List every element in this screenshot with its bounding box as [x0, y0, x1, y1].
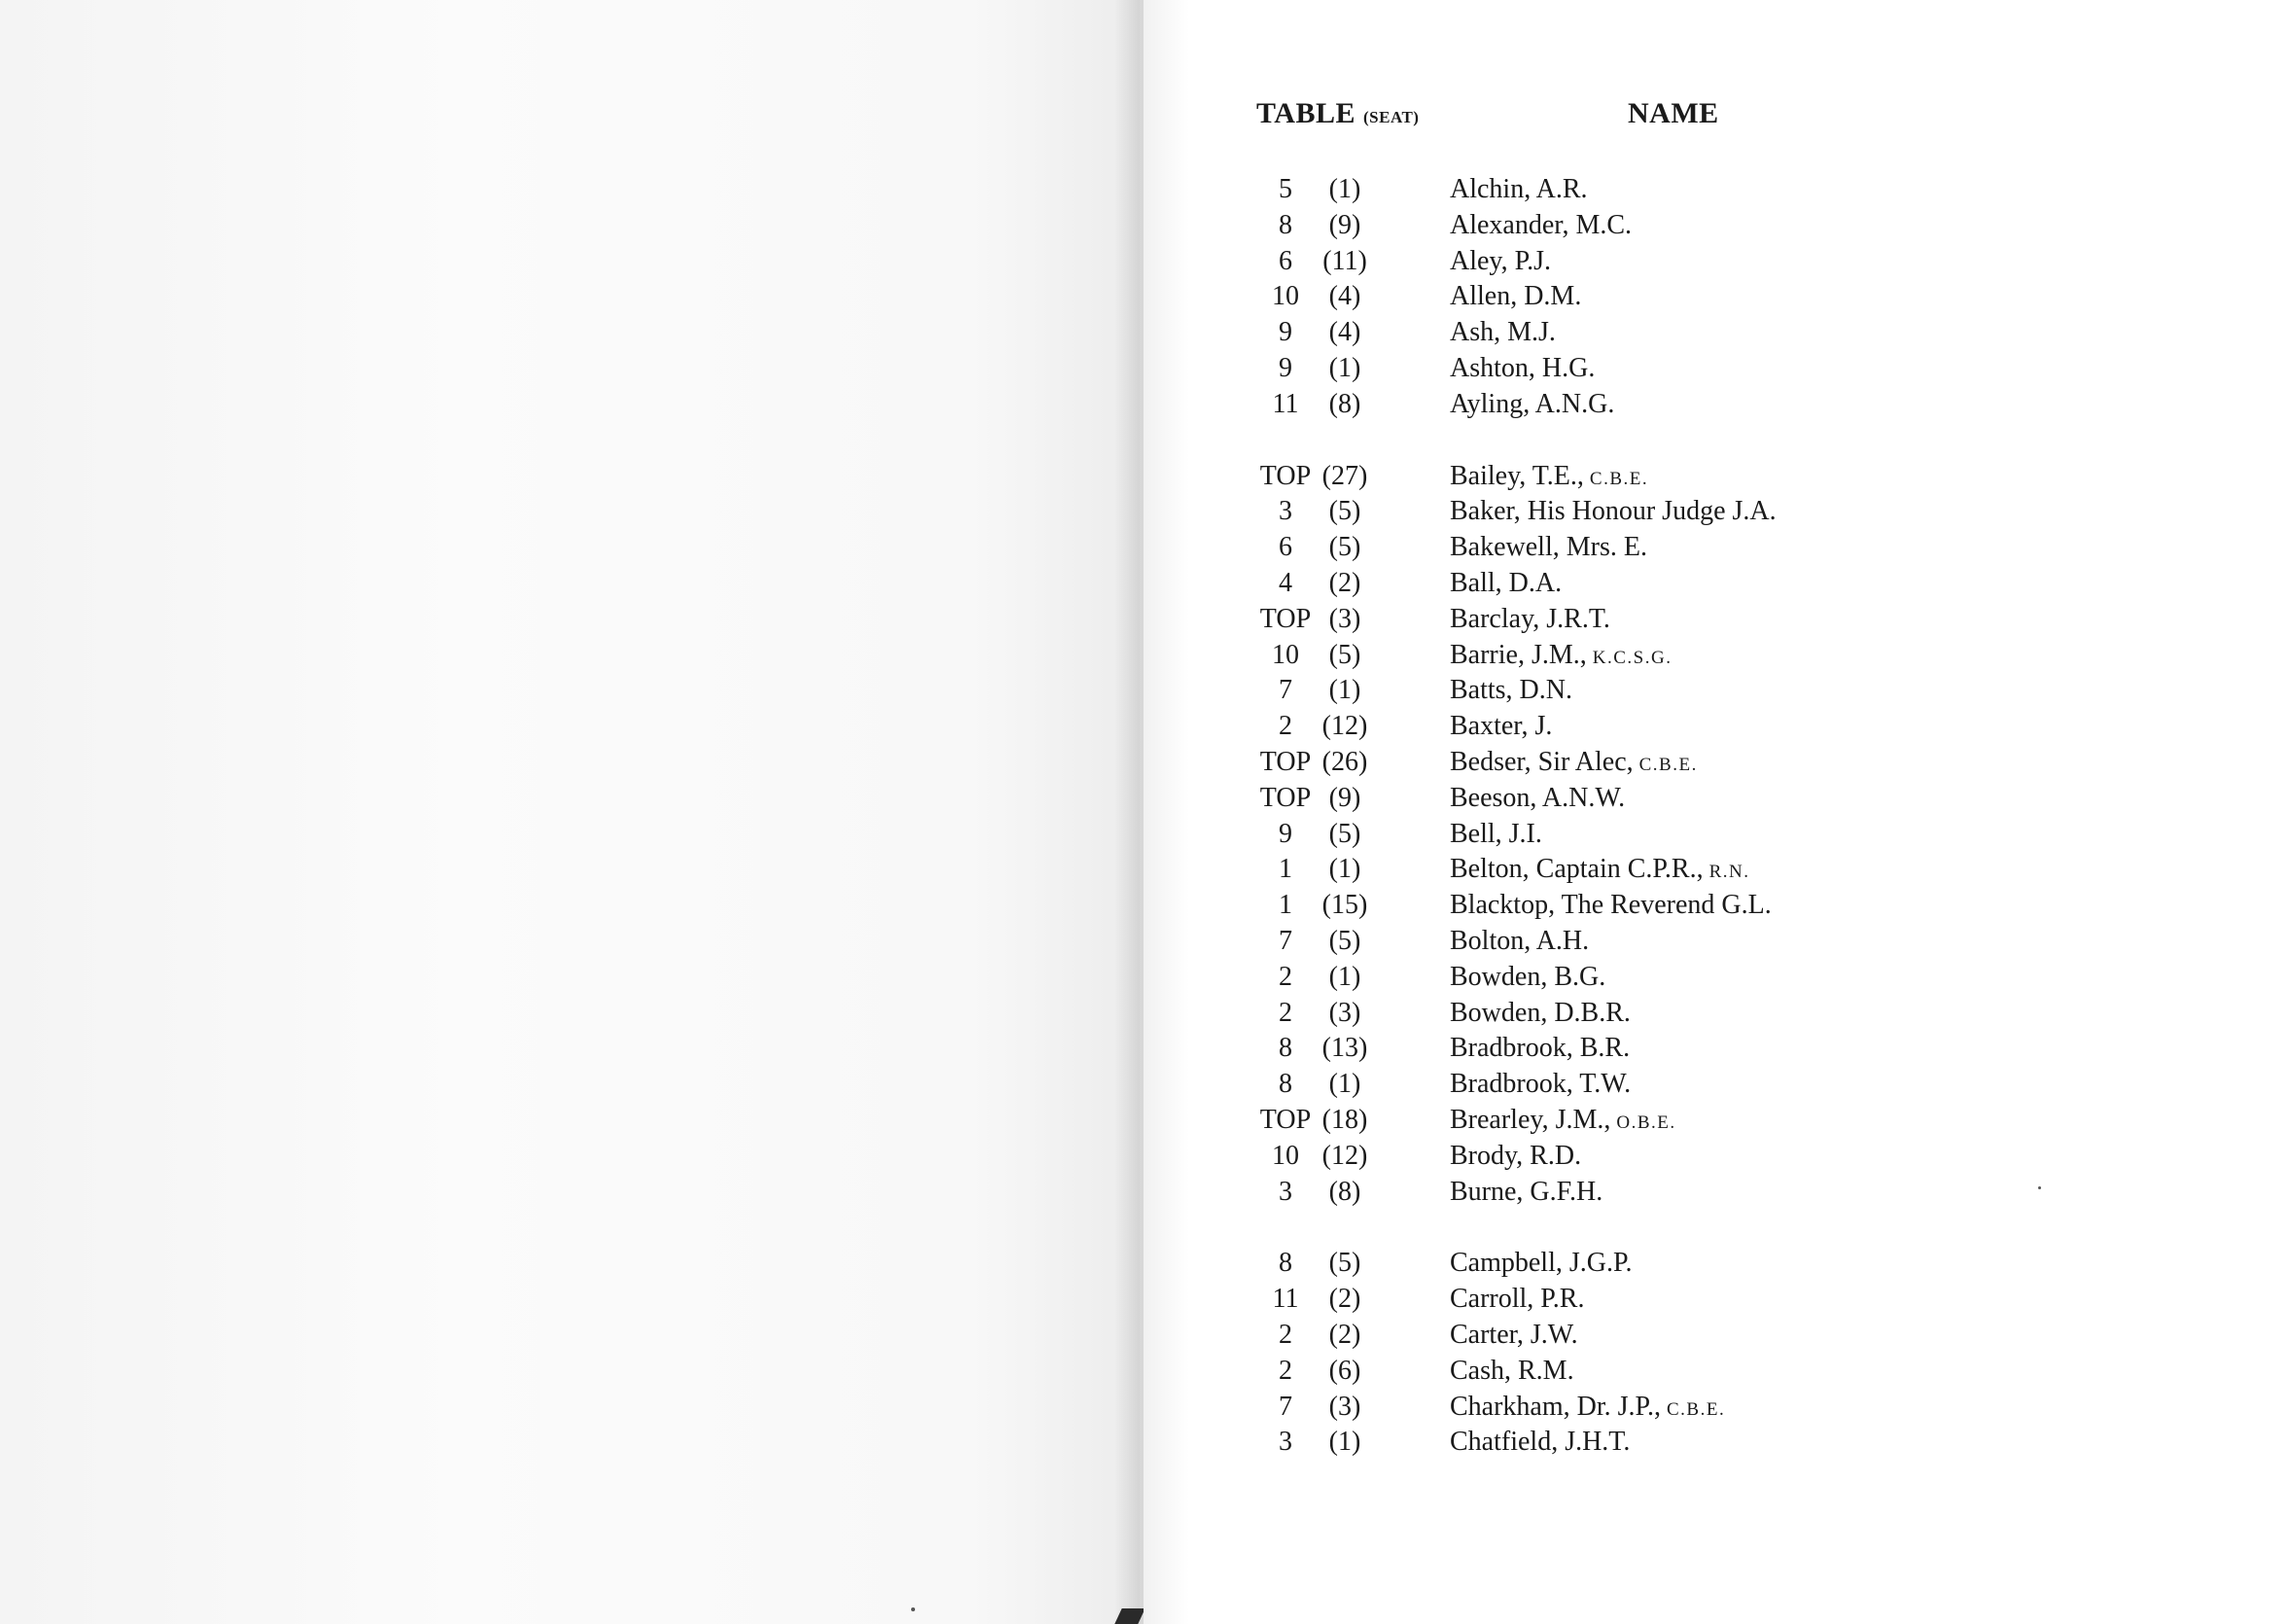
table-number: 10	[1272, 1140, 1299, 1171]
list-row	[1256, 279, 1937, 315]
seat-number: (5)	[1328, 818, 1361, 849]
list-row	[1256, 638, 1937, 674]
seat-number: (15)	[1321, 890, 1368, 921]
list-row	[1256, 1425, 1937, 1461]
guest-name: Bailey, T.E.,	[1450, 460, 1584, 491]
guest-name: Belton, Captain C.P.R.,	[1450, 854, 1704, 885]
guest-name-cell	[1450, 709, 1552, 745]
guest-name: Bakewell, Mrs. E.	[1450, 532, 1647, 563]
guest-name: Charkham, Dr. J.P.,	[1450, 1391, 1661, 1422]
guest-name-cell	[1450, 1139, 1581, 1175]
guest-name: Ball, D.A.	[1450, 567, 1563, 598]
guest-name-cell	[1450, 244, 1551, 280]
guest-name-cell	[1450, 1390, 1725, 1429]
guest-name: Beeson, A.N.W.	[1450, 782, 1626, 813]
list-row	[1256, 244, 1937, 280]
table-number: 1	[1279, 854, 1292, 885]
table-number: 6	[1279, 532, 1292, 563]
seat-number: (3)	[1328, 603, 1361, 634]
guest-name-cell	[1450, 1318, 1578, 1354]
guest-name-cell	[1450, 530, 1647, 566]
seating-list	[1256, 172, 1937, 1497]
seat-number: (9)	[1328, 209, 1361, 240]
seat-number: (6)	[1328, 1355, 1361, 1386]
guest-name: Barclay, J.R.T.	[1450, 603, 1610, 634]
seat-number: (5)	[1328, 639, 1361, 670]
list-row	[1256, 459, 1937, 495]
seat-number: (2)	[1328, 1284, 1361, 1315]
table-number: TOP	[1259, 603, 1312, 634]
list-row	[1256, 781, 1937, 817]
guest-name: Brearley, J.M.,	[1450, 1104, 1611, 1135]
table-number: 9	[1279, 818, 1292, 849]
list-row	[1256, 1390, 1937, 1426]
table-number: 2	[1279, 1319, 1292, 1350]
guest-name: Bradbrook, B.R.	[1450, 1033, 1631, 1064]
list-row	[1256, 996, 1937, 1032]
table-number: 2	[1279, 711, 1292, 742]
guest-name-cell	[1450, 1103, 1676, 1142]
guest-name: Barrie, J.M.,	[1450, 639, 1587, 670]
seat-number: (12)	[1321, 1140, 1368, 1171]
guest-name: Carroll, P.R.	[1450, 1284, 1585, 1315]
guest-name-cell	[1450, 781, 1625, 817]
seat-number: (1)	[1328, 1069, 1361, 1100]
honours: R.N.	[1708, 862, 1750, 883]
table-number: 9	[1279, 352, 1292, 383]
list-row	[1256, 1103, 1937, 1139]
seat-number: (1)	[1328, 961, 1361, 992]
section-a	[1256, 172, 1937, 423]
guest-name-cell	[1450, 996, 1631, 1032]
list-header	[1256, 97, 1762, 136]
seat-number: (1)	[1328, 174, 1361, 204]
list-row	[1256, 745, 1937, 781]
seat-number: (1)	[1328, 1427, 1361, 1458]
dust-speck	[911, 1607, 915, 1611]
list-row	[1256, 852, 1937, 888]
guest-name: Baxter, J.	[1450, 711, 1553, 742]
section-b	[1256, 459, 1937, 1211]
seat-number: (1)	[1328, 352, 1361, 383]
table-number: 10	[1272, 281, 1299, 312]
table-number: 7	[1279, 675, 1292, 706]
guest-name: Blacktop, The Reverend G.L.	[1450, 890, 1772, 921]
seat-number: (26)	[1321, 746, 1368, 777]
table-number: 9	[1279, 317, 1292, 348]
list-row	[1256, 1031, 1937, 1067]
table-number: TOP	[1259, 746, 1312, 777]
guest-name-cell	[1450, 494, 1777, 530]
guest-name: Bedser, Sir Alec,	[1450, 746, 1634, 777]
guest-name-cell	[1450, 1425, 1630, 1461]
table-number: TOP	[1259, 1104, 1312, 1135]
list-row	[1256, 602, 1937, 638]
guest-name: Cash, R.M.	[1450, 1355, 1574, 1386]
list-row	[1256, 1067, 1937, 1103]
list-row	[1256, 566, 1937, 602]
list-row	[1256, 530, 1937, 566]
table-number: 5	[1279, 174, 1292, 204]
seat-number: (2)	[1328, 567, 1361, 598]
table-number: 2	[1279, 961, 1292, 992]
guest-name-cell	[1450, 279, 1581, 315]
guest-name-cell	[1450, 566, 1562, 602]
guest-name: Burne, G.F.H.	[1450, 1176, 1603, 1207]
guest-name-cell	[1450, 1067, 1631, 1103]
guest-name: Aley, P.J.	[1450, 245, 1551, 276]
list-row	[1256, 1139, 1937, 1175]
guest-name: Bell, J.I.	[1450, 818, 1542, 849]
honours: C.B.E.	[1667, 1398, 1726, 1420]
guest-name: Batts, D.N.	[1450, 675, 1572, 706]
table-number: 6	[1279, 245, 1292, 276]
guest-name-cell	[1450, 1175, 1602, 1211]
table-number: 7	[1279, 1391, 1292, 1422]
seat-number: (3)	[1328, 997, 1361, 1028]
table-number: 4	[1279, 567, 1292, 598]
seat-number: (8)	[1328, 388, 1361, 419]
guest-name: Alchin, A.R.	[1450, 174, 1588, 204]
table-number: TOP	[1259, 460, 1312, 491]
blank-left-page	[0, 0, 1140, 1624]
guest-name-cell	[1450, 602, 1610, 638]
seat-number: (5)	[1328, 532, 1361, 563]
table-number: 3	[1279, 1176, 1292, 1207]
table-number: 11	[1272, 1284, 1299, 1315]
honours: C.B.E.	[1589, 468, 1649, 489]
table-number: 3	[1279, 1427, 1292, 1458]
seat-number: (9)	[1328, 782, 1361, 813]
name-heading: NAME	[1628, 97, 1719, 129]
guest-name-cell	[1450, 172, 1588, 208]
dust-speck	[2038, 1186, 2041, 1189]
guest-name: Ayling, A.N.G.	[1450, 388, 1615, 419]
table-number: 8	[1279, 1069, 1292, 1100]
list-row	[1256, 351, 1937, 387]
list-row	[1256, 1282, 1937, 1318]
guest-name: Campbell, J.G.P.	[1450, 1248, 1633, 1279]
seat-number: (11)	[1322, 245, 1367, 276]
seat-number: (4)	[1328, 317, 1361, 348]
list-row	[1256, 924, 1937, 960]
guest-name: Alexander, M.C.	[1450, 209, 1633, 240]
list-row	[1256, 1175, 1937, 1211]
guest-name: Allen, D.M.	[1450, 281, 1582, 312]
guest-name: Brody, R.D.	[1450, 1140, 1582, 1171]
guest-name-cell	[1450, 1282, 1584, 1318]
honours: O.B.E.	[1616, 1112, 1676, 1133]
list-row	[1256, 709, 1937, 745]
guest-name: Chatfield, J.H.T.	[1450, 1427, 1631, 1458]
seat-number: (13)	[1321, 1033, 1368, 1064]
seat-number: (5)	[1328, 925, 1361, 956]
guest-name-cell	[1450, 924, 1589, 960]
seat-number: (4)	[1328, 281, 1361, 312]
seat-number: (18)	[1321, 1104, 1368, 1135]
list-row	[1256, 208, 1937, 244]
honours: C.B.E.	[1638, 754, 1698, 775]
list-row	[1256, 1246, 1937, 1282]
guest-name: Bowden, D.B.R.	[1450, 997, 1631, 1028]
guest-name-cell	[1450, 817, 1542, 853]
guest-name-cell	[1450, 960, 1605, 996]
guest-name-cell	[1450, 638, 1672, 677]
list-row	[1256, 315, 1937, 351]
table-number: 7	[1279, 925, 1292, 956]
list-row	[1256, 673, 1937, 709]
seat-number: (12)	[1321, 711, 1368, 742]
seat-number: (5)	[1328, 1248, 1361, 1279]
table-number: 8	[1279, 1248, 1292, 1279]
seat-number: (2)	[1328, 1319, 1361, 1350]
guest-name-cell	[1450, 387, 1614, 423]
guest-name: Ash, M.J.	[1450, 317, 1556, 348]
guest-name: Bolton, A.H.	[1450, 925, 1590, 956]
guest-name: Bowden, B.G.	[1450, 961, 1606, 992]
table-number: 1	[1279, 890, 1292, 921]
guest-name: Bradbrook, T.W.	[1450, 1069, 1632, 1100]
list-row	[1256, 387, 1937, 423]
guest-name: Ashton, H.G.	[1450, 352, 1596, 383]
guest-name: Baker, His Honour Judge J.A.	[1450, 496, 1777, 527]
table-seat-heading	[1256, 97, 1419, 130]
table-number: 2	[1279, 997, 1292, 1028]
list-row	[1256, 494, 1937, 530]
table-number: 8	[1279, 209, 1292, 240]
guest-name-cell	[1450, 208, 1632, 244]
seat-number: (8)	[1328, 1176, 1361, 1207]
seat-heading: (SEAT)	[1362, 108, 1420, 126]
list-row	[1256, 888, 1937, 924]
seat-number: (3)	[1328, 1391, 1361, 1422]
guest-name-cell	[1450, 1354, 1574, 1390]
table-number: 8	[1279, 1033, 1292, 1064]
guest-name-cell	[1450, 315, 1556, 351]
guest-name-cell	[1450, 1031, 1630, 1067]
seat-number: (27)	[1321, 460, 1368, 491]
section-c	[1256, 1246, 1937, 1461]
table-number: TOP	[1259, 782, 1312, 813]
table-number: 10	[1272, 639, 1299, 670]
seat-number: (1)	[1328, 675, 1361, 706]
guest-name-cell	[1450, 459, 1648, 498]
guest-name-cell	[1450, 673, 1572, 709]
list-row	[1256, 817, 1937, 853]
table-number: 3	[1279, 496, 1292, 527]
table-number: 2	[1279, 1355, 1292, 1386]
guest-name-cell	[1450, 888, 1772, 924]
guest-name: Carter, J.W.	[1450, 1319, 1578, 1350]
seat-number: (5)	[1328, 496, 1361, 527]
guest-name-cell	[1450, 1246, 1632, 1282]
guest-name-cell	[1450, 852, 1749, 891]
table-number: 11	[1272, 388, 1299, 419]
list-row	[1256, 1354, 1937, 1390]
list-row	[1256, 1318, 1937, 1354]
list-row	[1256, 960, 1937, 996]
table-heading: TABLE	[1256, 97, 1356, 129]
seat-number: (1)	[1328, 854, 1361, 885]
page-edge-shadow	[1114, 0, 1140, 1624]
honours: K.C.S.G.	[1592, 647, 1673, 668]
list-row	[1256, 172, 1937, 208]
guest-name-cell	[1450, 745, 1698, 784]
guest-name-cell	[1450, 351, 1595, 387]
